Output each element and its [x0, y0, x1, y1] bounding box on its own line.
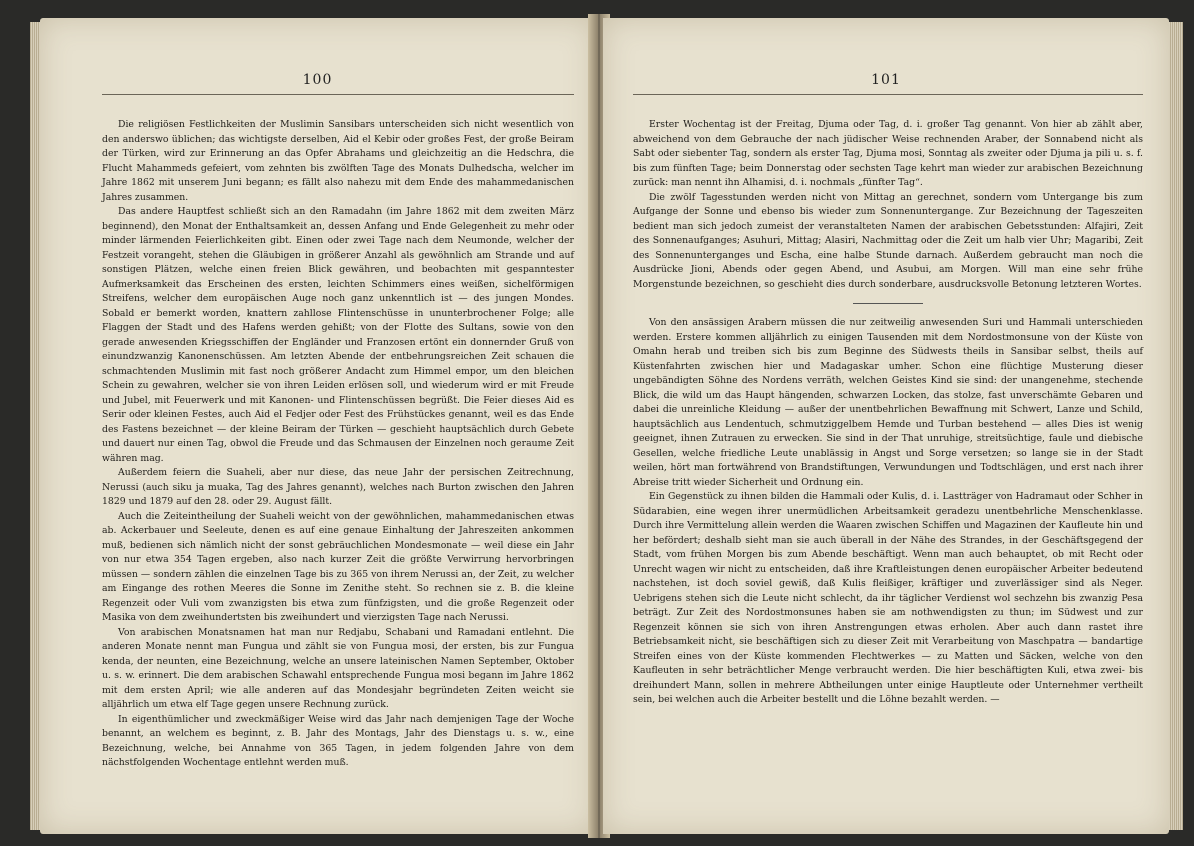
paragraph: Auch die Zeiteintheilung der Suaheli weicht von der gewöhnlichen, mahammedanischen etwas ab. Ackerbauer und Seeleute, denen es auf eine genaue Einhaltung der Jahreszeiten ankommen muß, bedienen sich nämlich nicht der sonst gebräuchlichen Mondesmonate — weil diese ein Jahr von nur etwa 354 Tagen ergeben, also nach kurzer Zeit die größte Verwirrung hervorbringen müssen — sondern zählen die einzelnen Tage bis zu 365 von ihrem Nerussi an, der Zeit, zu welcher am Eingange des rothen Meeres die Sonne im Zenithe steht. So rechnen sie z. B. die kleine Regenzeit oder Vuli vom zwanzigsten bis etwa zum fünfzigsten, und die große Regenzeit oder Masika von dem zweihundertsten bis zweihundert und vierzigsten Tage nach Nerussi.: [102, 510, 574, 623]
paragraph: Das andere Hauptfest schließt sich an den Ramadahn (im Jahre 1862 mit dem zweiten März beginnend), den Monat der Enthaltsamkeit an, dessen Anfang und Ende Gelegenheit zu mehr oder minder lärmenden Feierlichkeiten gibt. Einen oder zwei Tage nach dem Neumonde, welcher der Festzeit vorangeht, stehen die Gläubigen in größerer Anzahl als gewöhnlich am Strande und auf sonstigen Plätzen, welche einen freien Blick gewähren, und beobachten mit gespanntester Aufmerksamkeit das Erscheinen des ersten, leichten Schimmers eines weißen, sichelförmigen Streifens, welcher dem europäischen Auge noch ganz unkenntlich ist — des jungen Mondes. Sobald er bemerkt worden, knattern zahllose Flintenschüsse in ununterbrochener Folge; alle Flaggen der Stadt und des Hafens werden gehißt; von der Flotte des Sultans, sowie von den gerade anwesenden Kriegsschiffen der Engländer und Franzosen ertönt ein donnernder Gruß von einundzwanzig Kanonenschüssen. Am letzten Abende der entbehrungsreichen Zeit schauen die schmachtenden Muslimin mit fast noch größerer Andacht zum Himmel empor, um den bleichen Schein zu gewahren, welcher sie von ihren Leiden erlösen soll, und wiederum wird er mit Freude und Jubel, mit Feuerwerk und mit Kanonen- und Flintenschüssen begrüßt. Die Feier dieses Aid es Serir oder kleinen Festes, auch Aid el Fedjer oder Fest des Frühstückes genannt, weil es das Ende des Fastens bezeichnet — der kleine Beiram der Türken — geschieht hauptsächlich durch Gebete und dauert nur einen Tag, obwol die Freude und das Schmausen der Einzelnen noch geraume Zeit währen mag.: [102, 206, 574, 464]
paragraph: Außerdem feiern die Suaheli, aber nur diese, das neue Jahr der persischen Zeitrechnung, Nerussi (auch siku ja muaka, Tag des Jahres genannt), welches nach Burton zwischen den Jahren 1829 und 1879 auf den 28. oder 29. August fällt.: [102, 467, 574, 507]
paragraph: Von arabischen Monatsnamen hat man nur Redjabu, Schabani und Ramadani entlehnt. Die anderen Monate nennt man Fungua und zählt sie von Fungua mosi, der ersten, bis zur Fungua kenda, der neunten, eine Bezeichnung, welche an unsere lateinischen Namen September, Oktober u. s. w. erinnert. Die dem arabischen Schawahl entsprechende Fungua mosi begann im Jahre 1862 mit dem ersten April; wie alle anderen auf das Mondesjahr begründeten Zeiten weicht sie alljährlich um etwa elf Tage gegen unsere Rechnung zurück.: [102, 626, 574, 710]
page-number-left: 100: [302, 72, 333, 88]
left-page-text: [102, 118, 574, 771]
right-page-text: [633, 118, 1143, 708]
paragraph: Von den ansässigen Arabern müssen die nur zeitweilig anwesenden Suri und Hammali unterschieden werden. Erstere kommen alljährlich zu einigen Tausenden mit dem Nordostmonsune von der Küste von Omahn herab und treiben sich bis zum Beginne des Südwests theils in Sansibar selbst, theils auf Küstenfahrten zwischen hier und Madagaskar umher. Schon eine flüchtige Musterung dieser ungebändigten Söhne des Nordens verräth, welchen Geistes Kind sie sind: der unangenehme, stechende Blick, die wild um das Haupt hängenden, schwarzen Locken, das stolze, fast unverschämte Gebaren und dabei die unreinliche Kleidung — außer der unentbehrlichen Bewaffnung mit Schwert, Lanze und Schild, hauptsächlich aus Lendentuch, schmutziggelbem Hemde und Turban bestehend — alles Dies ist wenig geeignet, ihnen Zutrauen zu erwecken. Sie sind in der That unruhige, streitsüchtige, faule und diebische Gesellen, welche friedliche Leute unablässig in Angst und Sorge versetzen; so lange sie in der Stadt weilen, hört man fortwährend von Brandstiftungen, Verwundungen und Todtschlägen, und erst nach ihrer Abreise tritt wieder Sicherheit und Ordnung ein.: [633, 317, 1143, 488]
left-page: [40, 18, 595, 834]
header-rule-right: [633, 94, 1143, 95]
paragraph: Die zwölf Tagesstunden werden nicht von Mittag an gerechnet, sondern vom Untergange bis zum Aufgange der Sonne und ebenso bis wieder zum Sonnenuntergange. Zur Bezeichnung der Tageszeiten bedient man sich jedoch zumeist der veranstalteten Namen der arabischen Gebetsstunden: Alfajiri, Zeit des Sonnenaufganges; Asuhuri, Mittag; Alasiri, Nachmittag oder die Zeit um halb vier Uhr; Magaribi, Zeit des Sonnenunterganges und Escha, eine halbe Stunde darnach. Außerdem gebraucht man noch die Ausdrücke Jioni, Abends oder gegen Abend, und Asubui, am Morgen. Will man eine sehr frühe Morgenstunde bezeichnen, so geschieht dies durch sonderbare, ausdrucksvolle Betonung letzteren Wortes.: [633, 191, 1143, 290]
page-edges-right: [1169, 22, 1183, 830]
section-separator: [853, 303, 923, 304]
paragraph: Die religiösen Festlichkeiten der Muslimin Sansibars unterscheiden sich nicht wesentlich von den anderswo üblichen; das wichtigste derselben, Aid el Kebir oder großes Fest, der große Beiram der Türken, wird zur Erinnerung an das Opfer Abrahams und gleichzeitig an die Hedschra, die Flucht Mahammeds gefeiert, vom zehnten bis zwölften Tage des Monats Dulhedscha, welcher im Jahre 1862 mit unserem Juni begann; es fällt also nahezu mit dem Ende des mahammedanischen Jahres zusammen.: [102, 119, 574, 203]
page-number-right: 101: [871, 72, 901, 88]
paragraph: In eigenthümlicher und zweckmäßiger Weise wird das Jahr nach demjenigen Tage der Woche benannt, an welchem es beginnt, z. B. Jahr des Montags, Jahr des Dienstags u. s. w., eine Bezeichnung, welche, bei Annahme von 365 Tagen, in jedem folgenden Jahre von dem nächstfolgenden Wochentage entlehnt werden muß.: [102, 713, 574, 768]
right-page: [603, 18, 1169, 834]
paragraph: Erster Wochentag ist der Freitag, Djuma oder Tag, d. i. großer Tag genannt. Von hier ab zählt aber, abweichend von dem Gebrauche der nach jüdischer Weise rechnenden Araber, der Sonnabend nicht als Sabt oder siebenter Tag, sondern als erster Tag, Djuma mosi, Sonntag als zweiter oder Djuma ja pili u. s. f. bis zum fünften Tage; beim Donnerstag oder sechsten Tage kehrt man wieder zur arabischen Bezeichnung zurück: man nennt ihn Alhamisi, d. i. nochmals „fünfter Tag“.: [633, 119, 1143, 188]
header-rule-left: [102, 94, 574, 95]
paragraph: Ein Gegenstück zu ihnen bilden die Hammali oder Kulis, d. i. Lastträger von Hadramaut oder Schher in Südarabien, eine wegen ihrer unermüdlichen Arbeitsamkeit geradezu unentbehrliche Menschenklasse. Durch ihre Vermittelung allein werden die Waaren zwischen Schiffen und Magazinen der Kaufleute hin und her befördert; deshalb sieht man sie auch überall in der Nähe des Strandes, in der Geschäftsgegend der Stadt, vom frühen Morgen bis zum Abende beschäftigt. Wenn man auch behauptet, ob mit Recht oder Unrecht wagen wir nicht zu entscheiden, daß ihre Kraftleistungen denen europäischer Arbeiter bedeutend nachstehen, ist doch soviel gewiß, daß Kulis fleißiger, kräftiger und zuverlässiger sind als Neger. Uebrigens stehen sich die Leute nicht schlecht, da ihr täglicher Verdienst wol sechzehn bis zwanzig Pesa beträgt. Zur Zeit des Nordostmonsunes haben sie am nothwendigsten zu thun; im Südwest und zur Regenzeit können sie sich von ihren Anstrengungen etwas erholen. Aber auch dann rastet ihre Betriebsamkeit nicht, sie beschäftigen sich zu dieser Zeit mit Verarbeitung von Maschpatra — bandartige Streifen eines von der Küste kommenden Flechtwerkes — zu Matten und Säcken, welche von den Kaufleuten in sehr beträchtlicher Menge verbraucht werden. Die hier beschäftigten Kuli, etwa zwei- bis dreihundert Mann, sollen in mehrere Abtheilungen unter einige Hauptleute oder Unternehmer vertheilt sein, bei welchen auch die Arbeiter bestellt und die Löhne bezahlt werden. —: [633, 491, 1143, 705]
